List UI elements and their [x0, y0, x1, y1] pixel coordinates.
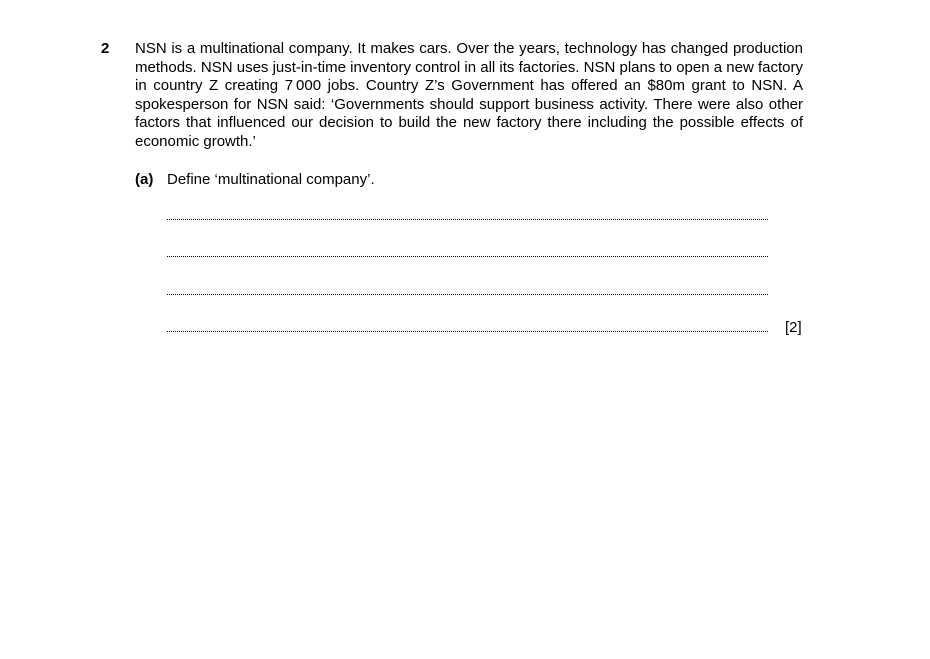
part-a-prompt: Define ‘multinational company’.	[167, 171, 375, 188]
question-number: 2	[101, 40, 110, 57]
answer-line[interactable]	[167, 219, 768, 220]
question-stem: NSN is a multinational company. It makes cars. Over the years, technology has changed production methods. NSN uses just-in-time inventory control in all its factories. NSN plans to open a new factory in country Z creating 7 000 jobs. Country Z’s Government has offered an $80m grant to NSN. A spokesperson for NSN said: ‘Governments should support business activity. There were also other factors that influenced our decision to build the new factory there including the possible effects of economic growth.’	[135, 40, 803, 150]
marks-allocation: [2]	[785, 319, 802, 336]
part-a-label: (a)	[135, 171, 154, 188]
answer-line[interactable]	[167, 256, 768, 257]
answer-line[interactable]	[167, 294, 768, 295]
answer-line[interactable]	[167, 331, 768, 332]
